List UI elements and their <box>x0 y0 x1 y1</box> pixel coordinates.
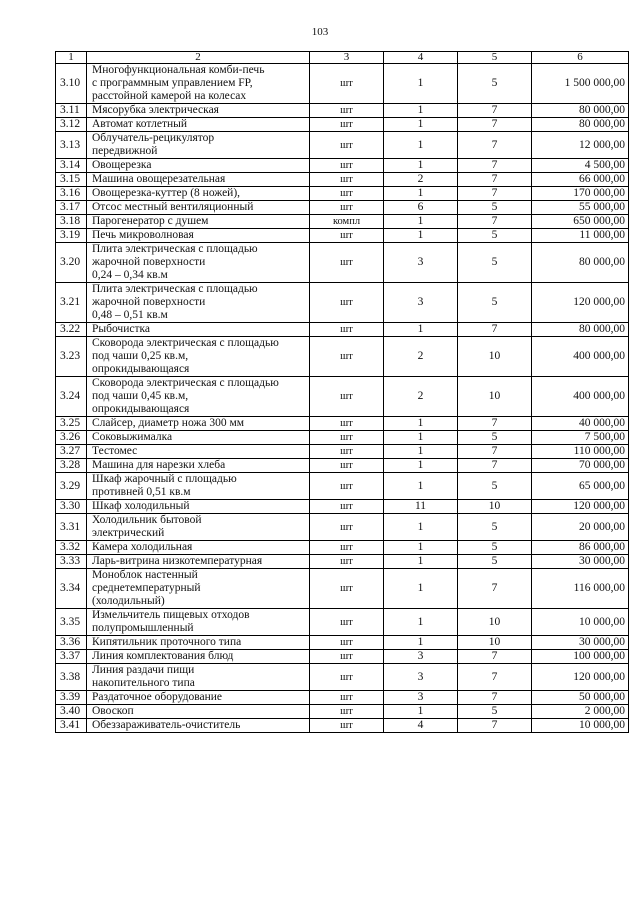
item-price-cell: 10 000,00 <box>532 609 629 636</box>
column-header-1: 1 <box>56 52 87 64</box>
item-years-cell: 7 <box>458 215 532 229</box>
item-price-cell: 11 000,00 <box>532 229 629 243</box>
item-years-cell: 5 <box>458 283 532 323</box>
item-number-cell: 3.26 <box>56 431 87 445</box>
item-unit-cell: шт <box>310 569 384 609</box>
item-quantity-cell: 1 <box>384 132 458 159</box>
item-unit-cell: шт <box>310 705 384 719</box>
item-unit-cell: шт <box>310 636 384 650</box>
item-quantity-cell: 1 <box>384 636 458 650</box>
table-row <box>56 201 629 215</box>
item-quantity-cell: 1 <box>384 609 458 636</box>
item-quantity-cell: 1 <box>384 555 458 569</box>
item-name-cell: Кипятильник проточного типа <box>87 636 310 650</box>
item-name-cell: Соковыжималка <box>87 431 310 445</box>
item-name-cell: Машина для нарезки хлеба <box>87 459 310 473</box>
item-years-cell: 10 <box>458 337 532 377</box>
item-number-cell: 3.39 <box>56 691 87 705</box>
item-price-cell: 80 000,00 <box>532 104 629 118</box>
table-row <box>56 705 629 719</box>
item-price-cell: 55 000,00 <box>532 201 629 215</box>
column-header-3: 3 <box>310 52 384 64</box>
item-price-cell: 170 000,00 <box>532 187 629 201</box>
item-unit-cell: шт <box>310 104 384 118</box>
item-price-cell: 80 000,00 <box>532 118 629 132</box>
item-name-cell: Машина овощерезательная <box>87 173 310 187</box>
item-years-cell: 7 <box>458 569 532 609</box>
item-quantity-cell: 3 <box>384 283 458 323</box>
table-body <box>56 64 629 733</box>
item-unit-cell: шт <box>310 459 384 473</box>
table-row <box>56 64 629 104</box>
item-unit-cell: шт <box>310 445 384 459</box>
table-row <box>56 473 629 500</box>
item-price-cell: 30 000,00 <box>532 636 629 650</box>
item-number-cell: 3.17 <box>56 201 87 215</box>
item-name-cell: Парогенератор с душем <box>87 215 310 229</box>
item-quantity-cell: 3 <box>384 243 458 283</box>
item-name-cell: Овощерезка-куттер (8 ножей), <box>87 187 310 201</box>
item-price-cell: 4 500,00 <box>532 159 629 173</box>
item-years-cell: 10 <box>458 377 532 417</box>
item-quantity-cell: 1 <box>384 323 458 337</box>
item-quantity-cell: 1 <box>384 187 458 201</box>
item-quantity-cell: 1 <box>384 569 458 609</box>
item-quantity-cell: 1 <box>384 431 458 445</box>
table-row <box>56 541 629 555</box>
table-row <box>56 323 629 337</box>
item-years-cell: 7 <box>458 104 532 118</box>
item-years-cell: 7 <box>458 664 532 691</box>
item-quantity-cell: 1 <box>384 541 458 555</box>
item-price-cell: 120 000,00 <box>532 500 629 514</box>
item-number-cell: 3.40 <box>56 705 87 719</box>
table-row <box>56 609 629 636</box>
item-unit-cell: шт <box>310 337 384 377</box>
item-unit-cell: шт <box>310 609 384 636</box>
item-price-cell: 116 000,00 <box>532 569 629 609</box>
column-header-6: 6 <box>532 52 629 64</box>
item-number-cell: 3.32 <box>56 541 87 555</box>
item-price-cell: 100 000,00 <box>532 650 629 664</box>
item-name-cell: Моноблок настенный среднетемпературный (холодильный) <box>87 569 310 609</box>
item-years-cell: 10 <box>458 636 532 650</box>
item-unit-cell: шт <box>310 64 384 104</box>
table-row <box>56 636 629 650</box>
item-years-cell: 7 <box>458 459 532 473</box>
item-number-cell: 3.36 <box>56 636 87 650</box>
item-name-cell: Измельчитель пищевых отходов полупромышленный <box>87 609 310 636</box>
item-years-cell: 5 <box>458 555 532 569</box>
item-quantity-cell: 1 <box>384 514 458 541</box>
item-unit-cell: шт <box>310 243 384 283</box>
item-name-cell: Облучатель-рецикулятор передвижной <box>87 132 310 159</box>
column-header-2: 2 <box>87 52 310 64</box>
item-years-cell: 7 <box>458 323 532 337</box>
item-number-cell: 3.14 <box>56 159 87 173</box>
table-row <box>56 229 629 243</box>
item-years-cell: 7 <box>458 159 532 173</box>
item-unit-cell: компл <box>310 215 384 229</box>
item-unit-cell: шт <box>310 541 384 555</box>
item-number-cell: 3.27 <box>56 445 87 459</box>
item-price-cell: 20 000,00 <box>532 514 629 541</box>
item-number-cell: 3.18 <box>56 215 87 229</box>
item-quantity-cell: 2 <box>384 377 458 417</box>
item-years-cell: 5 <box>458 473 532 500</box>
item-quantity-cell: 2 <box>384 337 458 377</box>
item-unit-cell: шт <box>310 514 384 541</box>
item-unit-cell: шт <box>310 650 384 664</box>
item-name-cell: Линия комплектования блюд <box>87 650 310 664</box>
item-quantity-cell: 1 <box>384 459 458 473</box>
column-header-4: 4 <box>384 52 458 64</box>
item-name-cell: Шкаф жарочный с площадью противней 0,51 кв.м <box>87 473 310 500</box>
item-quantity-cell: 11 <box>384 500 458 514</box>
table-row <box>56 159 629 173</box>
item-price-cell: 2 000,00 <box>532 705 629 719</box>
item-name-cell: Отсос местный вентиляционный <box>87 201 310 215</box>
item-years-cell: 7 <box>458 719 532 733</box>
item-years-cell: 5 <box>458 229 532 243</box>
item-name-cell: Овощерезка <box>87 159 310 173</box>
item-years-cell: 5 <box>458 431 532 445</box>
item-unit-cell: шт <box>310 473 384 500</box>
item-name-cell: Раздаточное оборудование <box>87 691 310 705</box>
item-quantity-cell: 3 <box>384 691 458 705</box>
table-row <box>56 104 629 118</box>
item-price-cell: 70 000,00 <box>532 459 629 473</box>
item-unit-cell: шт <box>310 417 384 431</box>
item-number-cell: 3.38 <box>56 664 87 691</box>
item-quantity-cell: 1 <box>384 417 458 431</box>
table-row <box>56 187 629 201</box>
item-price-cell: 65 000,00 <box>532 473 629 500</box>
item-name-cell: Многофункциональная комби-печь с программным управлением FP, расстойной камерой на колесах <box>87 64 310 104</box>
item-number-cell: 3.23 <box>56 337 87 377</box>
item-unit-cell: шт <box>310 187 384 201</box>
item-years-cell: 10 <box>458 500 532 514</box>
item-name-cell: Слайсер, диаметр ножа 300 мм <box>87 417 310 431</box>
item-number-cell: 3.41 <box>56 719 87 733</box>
table-row <box>56 431 629 445</box>
item-quantity-cell: 3 <box>384 664 458 691</box>
item-unit-cell: шт <box>310 719 384 733</box>
item-number-cell: 3.24 <box>56 377 87 417</box>
item-years-cell: 5 <box>458 541 532 555</box>
item-name-cell: Сковорода электрическая с площадью под чаши 0,25 кв.м, опрокидывающаяся <box>87 337 310 377</box>
item-price-cell: 80 000,00 <box>532 243 629 283</box>
item-price-cell: 40 000,00 <box>532 417 629 431</box>
item-years-cell: 5 <box>458 64 532 104</box>
item-name-cell: Тестомес <box>87 445 310 459</box>
table-row <box>56 569 629 609</box>
item-unit-cell: шт <box>310 664 384 691</box>
item-number-cell: 3.37 <box>56 650 87 664</box>
item-quantity-cell: 1 <box>384 104 458 118</box>
item-name-cell: Рыбочистка <box>87 323 310 337</box>
item-number-cell: 3.12 <box>56 118 87 132</box>
item-years-cell: 10 <box>458 609 532 636</box>
table-row <box>56 459 629 473</box>
table-row <box>56 377 629 417</box>
item-name-cell: Сковорода электрическая с площадью под чаши 0,45 кв.м, опрокидывающаяся <box>87 377 310 417</box>
item-name-cell: Автомат котлетный <box>87 118 310 132</box>
item-years-cell: 7 <box>458 118 532 132</box>
item-years-cell: 7 <box>458 417 532 431</box>
item-unit-cell: шт <box>310 201 384 215</box>
item-years-cell: 7 <box>458 445 532 459</box>
item-years-cell: 5 <box>458 705 532 719</box>
item-number-cell: 3.13 <box>56 132 87 159</box>
table-row <box>56 719 629 733</box>
item-price-cell: 120 000,00 <box>532 664 629 691</box>
item-quantity-cell: 4 <box>384 719 458 733</box>
item-quantity-cell: 1 <box>384 159 458 173</box>
item-name-cell: Ларь-витрина низкотемпературная <box>87 555 310 569</box>
item-number-cell: 3.28 <box>56 459 87 473</box>
item-price-cell: 7 500,00 <box>532 431 629 445</box>
item-quantity-cell: 3 <box>384 650 458 664</box>
item-unit-cell: шт <box>310 283 384 323</box>
table-row <box>56 691 629 705</box>
item-years-cell: 7 <box>458 691 532 705</box>
item-number-cell: 3.19 <box>56 229 87 243</box>
item-years-cell: 7 <box>458 187 532 201</box>
item-unit-cell: шт <box>310 118 384 132</box>
item-number-cell: 3.11 <box>56 104 87 118</box>
table-row <box>56 500 629 514</box>
item-years-cell: 5 <box>458 243 532 283</box>
item-unit-cell: шт <box>310 173 384 187</box>
item-quantity-cell: 1 <box>384 215 458 229</box>
item-unit-cell: шт <box>310 159 384 173</box>
table-row <box>56 445 629 459</box>
item-number-cell: 3.31 <box>56 514 87 541</box>
item-unit-cell: шт <box>310 377 384 417</box>
item-number-cell: 3.25 <box>56 417 87 431</box>
table-row <box>56 514 629 541</box>
item-name-cell: Печь микроволновая <box>87 229 310 243</box>
item-unit-cell: шт <box>310 500 384 514</box>
equipment-table <box>55 51 629 733</box>
table-row <box>56 555 629 569</box>
column-header-5: 5 <box>458 52 532 64</box>
item-unit-cell: шт <box>310 431 384 445</box>
item-name-cell: Плита электрическая с площадью жарочной поверхности 0,24 – 0,34 кв.м <box>87 243 310 283</box>
item-number-cell: 3.21 <box>56 283 87 323</box>
item-name-cell: Линия раздачи пищи накопительного типа <box>87 664 310 691</box>
table-row <box>56 215 629 229</box>
item-price-cell: 400 000,00 <box>532 337 629 377</box>
table-row <box>56 337 629 377</box>
item-name-cell: Камера холодильная <box>87 541 310 555</box>
item-unit-cell: шт <box>310 555 384 569</box>
item-price-cell: 12 000,00 <box>532 132 629 159</box>
table-row <box>56 283 629 323</box>
item-number-cell: 3.16 <box>56 187 87 201</box>
table-header-row <box>56 52 629 64</box>
item-name-cell: Обеззараживатель-очиститель <box>87 719 310 733</box>
item-number-cell: 3.20 <box>56 243 87 283</box>
item-unit-cell: шт <box>310 132 384 159</box>
table-row <box>56 417 629 431</box>
item-number-cell: 3.33 <box>56 555 87 569</box>
item-number-cell: 3.10 <box>56 64 87 104</box>
item-number-cell: 3.35 <box>56 609 87 636</box>
table-row <box>56 650 629 664</box>
table-row <box>56 664 629 691</box>
item-price-cell: 110 000,00 <box>532 445 629 459</box>
item-price-cell: 10 000,00 <box>532 719 629 733</box>
item-price-cell: 400 000,00 <box>532 377 629 417</box>
item-quantity-cell: 1 <box>384 705 458 719</box>
item-number-cell: 3.22 <box>56 323 87 337</box>
item-number-cell: 3.34 <box>56 569 87 609</box>
item-price-cell: 1 500 000,00 <box>532 64 629 104</box>
table-row <box>56 243 629 283</box>
item-name-cell: Плита электрическая с площадью жарочной поверхности 0,48 – 0,51 кв.м <box>87 283 310 323</box>
item-name-cell: Овоскоп <box>87 705 310 719</box>
item-years-cell: 5 <box>458 201 532 215</box>
item-quantity-cell: 1 <box>384 229 458 243</box>
item-name-cell: Мясорубка электрическая <box>87 104 310 118</box>
item-price-cell: 650 000,00 <box>532 215 629 229</box>
item-unit-cell: шт <box>310 691 384 705</box>
item-number-cell: 3.15 <box>56 173 87 187</box>
item-quantity-cell: 1 <box>384 64 458 104</box>
item-price-cell: 66 000,00 <box>532 173 629 187</box>
item-unit-cell: шт <box>310 229 384 243</box>
item-years-cell: 7 <box>458 173 532 187</box>
item-quantity-cell: 6 <box>384 201 458 215</box>
item-quantity-cell: 2 <box>384 173 458 187</box>
table-row <box>56 132 629 159</box>
item-price-cell: 80 000,00 <box>532 323 629 337</box>
item-price-cell: 86 000,00 <box>532 541 629 555</box>
item-unit-cell: шт <box>310 323 384 337</box>
item-years-cell: 7 <box>458 650 532 664</box>
item-number-cell: 3.30 <box>56 500 87 514</box>
table-row <box>56 173 629 187</box>
table-row <box>56 118 629 132</box>
item-years-cell: 7 <box>458 132 532 159</box>
page-number: 103 <box>311 26 329 38</box>
item-price-cell: 50 000,00 <box>532 691 629 705</box>
item-years-cell: 5 <box>458 514 532 541</box>
item-name-cell: Шкаф холодильный <box>87 500 310 514</box>
item-number-cell: 3.29 <box>56 473 87 500</box>
item-quantity-cell: 1 <box>384 118 458 132</box>
item-price-cell: 120 000,00 <box>532 283 629 323</box>
item-quantity-cell: 1 <box>384 473 458 500</box>
item-name-cell: Холодильник бытовой электрический <box>87 514 310 541</box>
item-price-cell: 30 000,00 <box>532 555 629 569</box>
item-quantity-cell: 1 <box>384 445 458 459</box>
